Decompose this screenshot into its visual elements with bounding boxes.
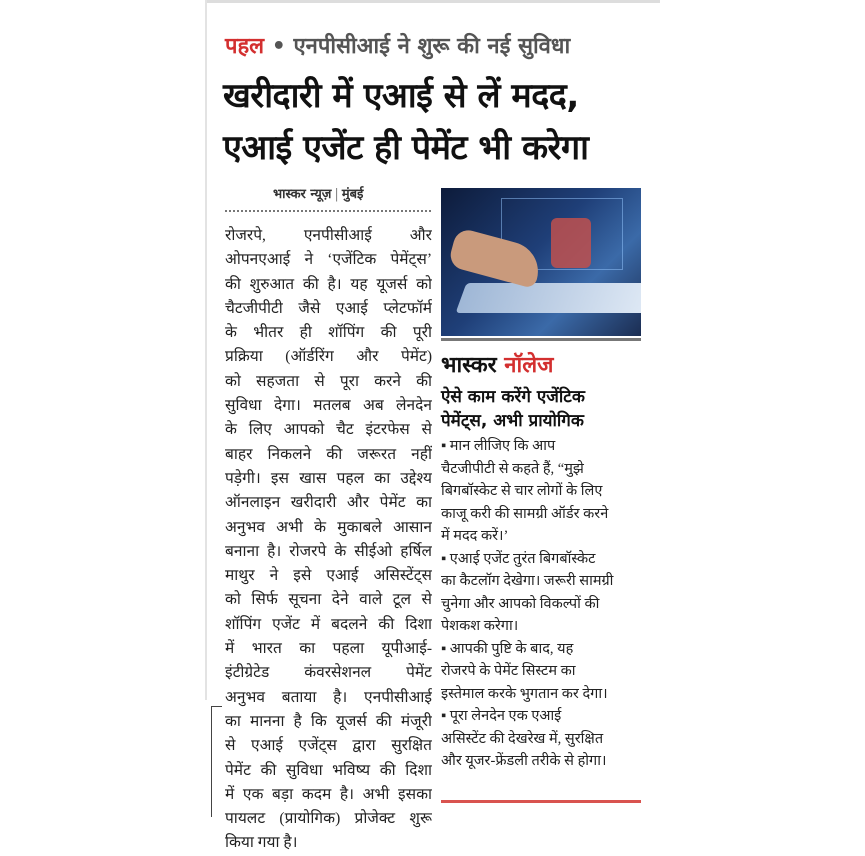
- article-line: पेमेंट की सुविधा भविष्य की दिशा: [225, 761, 432, 779]
- article-line: बाहर निकलने की जरूरत नहीं: [225, 445, 432, 463]
- bracket-decoration: [211, 706, 222, 817]
- article-line: ऑनलाइन खरीदारी और पेमेंट का: [225, 494, 432, 512]
- headline: [223, 70, 588, 174]
- top-border: [205, 0, 660, 3]
- article-line: को सहजता से पूरा करने की: [225, 372, 432, 390]
- knowledge-top-rule: [441, 338, 641, 341]
- article-line: में भारत का पहला यूपीआई-: [225, 640, 432, 658]
- left-border: [205, 0, 207, 700]
- article-line: सुविधा देगा। मतलब अब लेनदेन: [225, 397, 432, 415]
- article-line: किया गया है।: [225, 834, 298, 852]
- knowledge-line: पेशकश करेगा।: [441, 618, 519, 634]
- knowledge-line: का कैटलॉग देखेगा। जरूरी सामग्री: [441, 573, 614, 589]
- headline-line-1: खरीदारी में एआई से लें मदद,: [223, 76, 579, 116]
- article-line: ओपनएआई ने ‘एजेंटिक पेमेंट्स’: [225, 251, 432, 269]
- article-line: के लिए आपको चैट इंटरफेस से: [225, 421, 432, 439]
- knowledge-line: रोजरपे के पेमेंट सिस्टम का: [441, 663, 576, 679]
- knowledge-brand: भास्कर: [441, 353, 497, 378]
- knowledge-line: ▪ आपकी पुष्टि के बाद, यह: [441, 640, 574, 657]
- tablet: [456, 283, 641, 313]
- byline: [273, 184, 363, 202]
- article-line: अनुभव बताया है। एनपीसीआई: [225, 688, 432, 706]
- kicker: [225, 30, 570, 60]
- headline-line-2: एआई एजेंट ही पेमेंट भी करेगा: [223, 128, 589, 168]
- knowledge-line: ▪ पूरा लेनदेन एक एआई: [441, 708, 562, 724]
- kicker-label: पहल: [225, 34, 265, 59]
- article-line: बनाना है। रोजरपे के सीईओ हर्षिल: [225, 542, 432, 560]
- knowledge-line: ▪ मान लीजिए कि आप: [441, 438, 556, 454]
- knowledge-line: में मदद करें।’: [441, 528, 509, 544]
- knowledge-line: बिगबॉस्केट से चार लोगों के लिए: [441, 483, 603, 499]
- knowledge-brand-accent: नॉलेज: [504, 353, 554, 378]
- bottom-red-rule: [441, 800, 641, 803]
- article-line: प्रक्रिया (ऑर्डरिंग और पेमेंट): [225, 348, 432, 366]
- shirt-hologram: [551, 218, 591, 268]
- article-line: से एआई एजेंट्स द्वारा सुरक्षित: [225, 737, 432, 755]
- article-line: पड़ेगी। इस खास पहल का उद्देश्य: [225, 469, 432, 487]
- knowledge-line: काजू करी की सामग्री ऑर्डर करने: [441, 505, 609, 522]
- article-line: की शुरुआत की है। यह यूजर्स को: [225, 275, 432, 293]
- article-line: पायलट (प्रायोगिक) प्रोजेक्ट शुरू: [225, 810, 432, 828]
- kicker-text: एनपीसीआई ने शुरू की नई सुविधा: [293, 34, 571, 59]
- knowledge-line: ▪ एआई एजेंट तुरंत बिगबॉस्केट: [441, 550, 596, 567]
- knowledge-line: इस्तेमाल करके भुगतान कर देगा।: [441, 685, 608, 702]
- article-line: का मानना है कि यूजर्स की मंजूरी: [225, 712, 432, 730]
- article-line: इंटीग्रेटेड कंवरसेशनल पेमेंट: [225, 664, 432, 682]
- knowledge-subhead: [441, 385, 641, 433]
- knowledge-line: असिस्टेंट की देखरेख में, सुरक्षित: [441, 730, 604, 747]
- byline-source: भास्कर न्यूज़: [273, 187, 332, 202]
- knowledge-line: चुनेगा और आपको विकल्पों की: [441, 595, 600, 612]
- article-line: माथुर ने इसे एआई असिस्टेंट्स: [225, 567, 432, 585]
- knowledge-title: [441, 349, 641, 379]
- article-line: शॉपिंग एजेंट में बदलने की दिशा: [225, 615, 432, 633]
- article-photo: [441, 188, 641, 336]
- article-line: अनुभव अभी के मुकाबले आसान: [225, 518, 432, 536]
- byline-city: मुंबई: [341, 187, 364, 202]
- article-body: [225, 224, 432, 856]
- article-line: के भीतर ही शॉपिंग की पूरी: [225, 324, 432, 342]
- knowledge-line: चैटजीपीटी से कहते हैं, “मुझे: [441, 460, 584, 477]
- knowledge-line: और यूजर-फ्रेंडली तरीके से होगा।: [441, 753, 607, 769]
- knowledge-box: [441, 338, 641, 773]
- byline-separator: |: [334, 187, 339, 202]
- article-line: रोजरपे, एनपीसीआई और: [225, 227, 432, 244]
- kicker-bullet: •: [271, 34, 286, 59]
- dotted-divider: [225, 210, 431, 212]
- article-line: चैटजीपीटी जैसे एआई प्लेटफॉर्म: [225, 299, 432, 317]
- knowledge-subhead-line: पेमेंट्स, अभी प्रायोगिक: [441, 411, 584, 431]
- knowledge-body: [441, 435, 641, 773]
- knowledge-subhead-line: ऐसे काम करेंगे एजेंटिक: [441, 387, 585, 407]
- article-line: को सिर्फ सूचना देने वाले टूल से: [225, 591, 432, 609]
- article-line: में एक बड़ा कदम है। अभी इसका: [225, 785, 432, 803]
- news-clipping: [205, 0, 660, 852]
